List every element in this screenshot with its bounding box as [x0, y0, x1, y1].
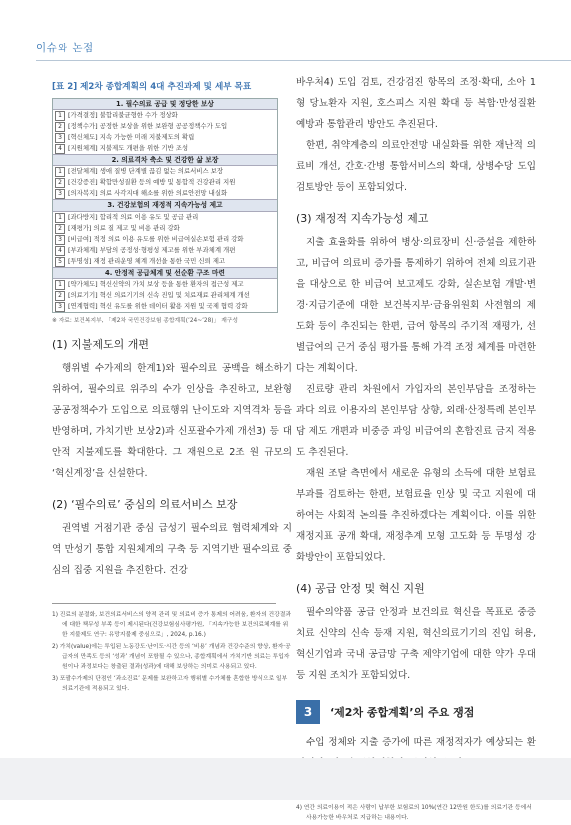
subheading-3: (3) 재정적 지속가능성 제고 [296, 212, 429, 225]
table-row [53, 256, 277, 267]
item-number: 3 [55, 133, 65, 143]
paragraph-5: 수입 정체와 지출 증가에 따른 재정적자가 예상되는 환 [306, 737, 536, 748]
section-number-badge: 3 [296, 700, 320, 724]
subheading-4: (4) 공급 안정 및 혁신 지원 [296, 582, 425, 595]
table-section-head: 4. 안정적 공급체계 및 선순환 구조 마련 [53, 267, 277, 279]
table-title: [표 2] 제2차 종합계획의 4대 추진과제 및 세부 목표 [52, 82, 252, 92]
section-title: ‘제2차 종합계획’의 주요 쟁점 [330, 706, 475, 719]
item-number: 4 [55, 246, 65, 256]
left-column [52, 72, 292, 696]
table-row [53, 290, 277, 301]
running-header [36, 40, 94, 55]
item-text: [혁신체도] 지속 가능한 미래 지불제도의 확립 [68, 133, 195, 142]
item-number: 1 [55, 167, 65, 177]
item-text: [가격결정] 불합리불균형한 수가 정상화 [68, 111, 178, 120]
item-text: [투명성] 재정 관리운영 체계 개선을 통한 국민 신뢰 제고 [68, 256, 226, 265]
table-section-head: 3. 건강보험의 재정적 지속가능성 제고 [53, 199, 277, 211]
table-row [53, 188, 277, 199]
item-text: [의료기기] 혁신 의료기기의 신속 진입 및 치료재료 관리체계 개선 [68, 290, 250, 299]
table-section-head: 2. 의료격차 축소 및 건강한 삶 보장 [53, 154, 277, 166]
table-row [53, 279, 277, 290]
paragraph-2: 권역별 거점기관 중심 급성기 필수의료 협력체계와 지역 만성기 통합 지원체계의 구축 등 지역기반 필수의료 중심의 집중 지원을 추진한다. 건강 [52, 522, 292, 576]
item-number: 4 [55, 144, 65, 154]
paragraph-4: 필수의약품 공급 안정과 보건의료 혁신을 목표로 중증 치료 신약의 신속 등재 지원, 혁신의료기기의 진입 허용, 혁신기업과 국내 공급망 구축 제약기업에 대한 약가 우대 등 지원 조치가 포함되었다. [296, 607, 536, 681]
table-row [53, 301, 277, 312]
paragraph-1: 행위별 수가제의 한계1)와 필수의료 공백을 해소하기 위하여, 필수의료 위주의 수가 인상을 추진하고, 보완형 공공정책수가 도입으로 의료행위 난이도와 지역격차 등을 반영하며, 가치기반 보상2)과 신포괄수가제 개선3) 등 대안적 지불제도를 확대한다. 그 재원으로 2조 원 규모의 ‘혁신계정’을 신설한다. [52, 362, 292, 479]
item-text: [재평가] 의료 질 제고 및 비용 관리 강화 [68, 223, 180, 232]
table-row [53, 223, 277, 234]
item-number: 2 [55, 178, 65, 188]
item-number: 3 [55, 235, 65, 245]
item-text: [지원체계] 지불제도 개편을 위한 기반 조성 [68, 144, 189, 153]
header-rule [36, 60, 571, 61]
footnote-rule [52, 603, 276, 604]
item-text: [연계협력] 혁신 유도를 위한 데이터 활용 지원 및 국제 협력 강화 [68, 301, 248, 310]
table-row [53, 166, 277, 177]
item-number: 2 [55, 291, 65, 301]
item-number: 2 [55, 224, 65, 234]
item-text: [과다방지] 합리적 의료 이용 유도 및 공급 관리 [68, 212, 199, 221]
item-number: 1 [55, 280, 65, 290]
paragraph-r0b: 한편, 취약계층의 의료안전망 내실화를 위한 재난적 의료비 개선, 간호·간병 통합서비스의 확대, 상병수당 도입 검토방안 등이 포함되었다. [296, 140, 536, 193]
item-number: 3 [55, 189, 65, 199]
section-3-heading [296, 700, 536, 724]
header-section: 이슈 [36, 42, 58, 54]
goals-table [52, 98, 278, 313]
paragraph-3c: 재원 조달 측면에서 새로운 유형의 소득에 대한 보험료 부과를 검토하는 한편, 보험료율 인상 및 국고 지원에 대하여는 사회적 논의를 추진하겠다는 계획이다. 이를 위한 재정지표 공개 확대, 재정추계 모형 고도화 등 투명성 강화방안이 포함되었다. [296, 468, 536, 563]
item-text: [전달체계] 생애 질병 단계별 끊김 없는 의료서비스 보장 [68, 167, 224, 176]
item-text: [비급여] 적정 의료 이용 유도를 위한 비급여실손보험 관리 강화 [68, 234, 244, 243]
subheading-2: (2) ‘필수의료’ 중심의 의료서비스 보장 [52, 497, 238, 511]
table-row [53, 177, 277, 188]
item-text: [약가체도] 혁신신약의 가치 보상 등을 통한 환자의 접근성 제고 [68, 279, 244, 288]
table-row [53, 110, 277, 121]
right-column [296, 72, 536, 825]
footnote-2: 2) 가치(value)에는 투입된 노동강도·난이도·시간 등의 ‘비용’ 개념과 건강수준의 향상, 환자·공급자의 만족도 등의 ‘성과’ 개념이 포함될 수 있으나, 종합계획에서 가치기반 의료는 투입자원이나 과정보다는 창출된 결과(성과)에 대해 보상하는 의미로 사용되고 있다. [52, 643, 291, 670]
paragraph-r0: 바우처4) 도입 검토, 건강검진 항목의 조정·확대, 소아 1형 당뇨환자 지원, 호스피스 지원 확대 등 복합·만성질환 예방과 통합관리 방안도 추진된다. [296, 77, 536, 130]
paragraph-3: 지출 효율화를 위하여 병상·의료장비 신·증설을 제한하고, 비급여 의료비 증가를 통제하기 위하여 전체 의료기관을 대상으로 한 비급여 보고제도 강화, 실손보험 개발·변경·지급기준에 대한 보건복지부·금융위원회 사전협의 제도화 등이 추진되는 한편, 급여 항목의 주기적 재평가, 선별급여의 근거 중심 평가를 통해 가격 조정 체계를 마련한다는 계획이다. [296, 237, 536, 374]
table-source: ※ 자료: 보건복지부, 「제2차 국민건강보험 종합계획(’24~’28)」 재구성 [52, 317, 239, 324]
item-text: [건강증진] 확합만성질환 등의 예방 및 통합적 건강관리 지원 [68, 178, 236, 187]
subheading-1: (1) 지불제도의 개편 [52, 337, 149, 351]
header-section2: 논점 [72, 42, 94, 54]
item-text: [의자복지] 의료 사각지대 해소를 위한 의료안전망 내실화 [68, 189, 228, 198]
header-sep: 와 [58, 44, 68, 54]
table-row [53, 212, 277, 223]
footnote-3: 3) 포괄수가제의 단점인 ‘과소진료’ 문제를 보완하고자 행위별 수가체를 혼합한 방식으로 일부 의료기관에 적용되고 있다. [52, 675, 288, 692]
footnote-4: 4) 연간 의료이용이 적은 사람이 납부한 보험료의 10%(연간 12만원 한도)를 의료기관 등에서 사용가능한 바우처로 지급하는 내용이다. [296, 805, 532, 821]
paragraph-3b: 진료량 관리 차원에서 가입자의 본인부담을 조정하는 과다 의료 이용자의 본인부담 상향, 외래·산정특례 본인부담 제도 개편과 비중증 과잉 비급여의 혼합진료 금지 적용도 추진된다. [296, 384, 536, 458]
item-number: 2 [55, 122, 65, 132]
table-section-head: 1. 필수의료 공급 및 정당한 보상 [53, 99, 277, 110]
item-number: 1 [55, 213, 65, 223]
item-text: [정책수가] 공정한 보상을 위한 보완형 공공정책수가 도입 [68, 122, 228, 131]
footnote-1: 1) 진료의 분절화, 보건의료서비스의 양적 관리 및 의료비 증가 통제의 어려움, 환자의 건강결과에 대한 책무성 부족 등이 제시된다(건강보험심사평가원, 「지속가능한 보건의료체계를 위한 지불제도 연구: 유망지불제 중심으로」, 2024, p.16.) [52, 611, 291, 638]
table-row [53, 245, 277, 256]
item-number: 3 [55, 302, 65, 312]
item-text: [부과체계] 부담의 공정성·형평성 제고를 위한 부과체계 개편 [68, 245, 236, 254]
table-row [53, 234, 277, 245]
table-row [53, 143, 277, 154]
table-row [53, 132, 277, 143]
footer-band [0, 758, 571, 800]
table-row [53, 121, 277, 132]
item-number: 1 [55, 111, 65, 121]
item-number: 5 [55, 257, 65, 267]
